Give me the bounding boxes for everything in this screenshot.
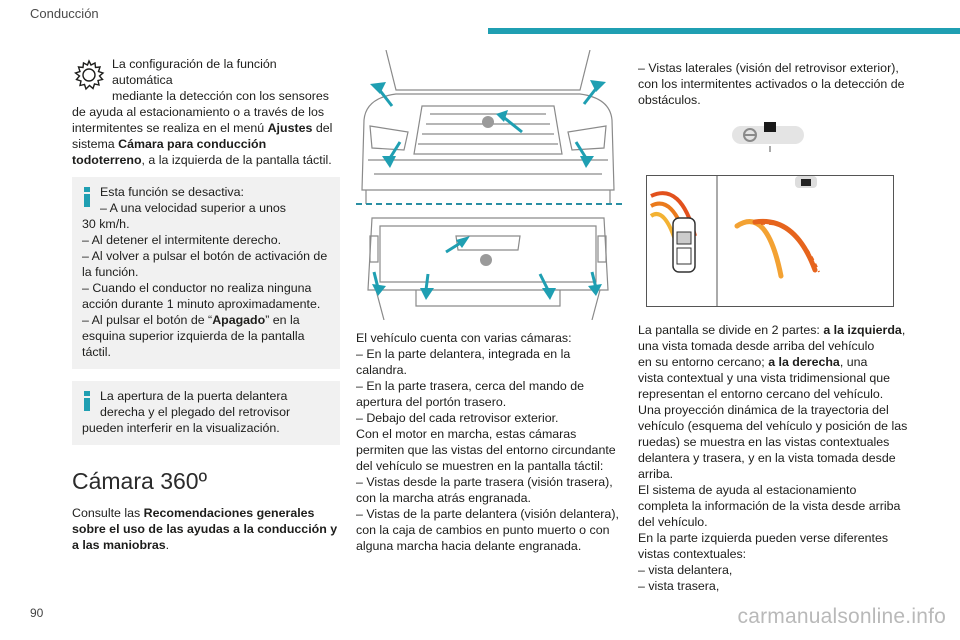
text-line: – Al detener el intermitente derecho.	[82, 233, 282, 247]
reference-bold: sobre el uso de las ayudas a la conducción y	[72, 522, 338, 536]
text-line: – Al pulsar el botón de “	[82, 313, 213, 327]
reference-bold: a las maniobras	[72, 538, 166, 552]
text-line: ruedas) se muestra en las vistas contextuales	[638, 435, 890, 449]
column-right	[638, 60, 908, 108]
system-name-bold: todoterreno	[72, 153, 142, 167]
watermark: carmanualsonline.info	[737, 605, 946, 628]
text-line: En la parte izquierda pueden verse diferentes	[638, 531, 889, 545]
text-line: – Vistas laterales (visión del retrovisor exterior),	[638, 61, 899, 75]
text-line: , una	[839, 355, 868, 369]
info-box-deactivation	[72, 177, 340, 369]
text-line: vista contextual y una vista tridimensional que	[638, 371, 891, 385]
emphasis-bold: a la derecha	[768, 355, 840, 369]
text-line: calandra.	[356, 363, 407, 377]
text-line: acción durante 1 minuto aproximadamente.	[82, 297, 321, 311]
camera-display-illustration	[646, 175, 894, 307]
text-line: apertura del portón trasero.	[356, 395, 507, 409]
column-left	[72, 56, 340, 553]
column-middle	[356, 330, 620, 554]
text-line: con la marcha atrás engranada.	[356, 491, 531, 505]
text-line: vistas contextuales:	[638, 547, 747, 561]
gear-icon	[72, 58, 106, 92]
page-number: 90	[30, 606, 44, 620]
text-line: Consulte las	[72, 506, 144, 520]
text-line: del vehículo se muestren en la pantalla táctil:	[356, 459, 604, 473]
page-header-title: Conducción	[30, 6, 99, 21]
text-line: – vista trasera,	[638, 579, 720, 593]
text-line: Una proyección dinámica de la trayectoria del	[638, 403, 889, 417]
text-line: ” en la	[265, 313, 300, 327]
text-line: – Vistas desde la parte trasera (visión trasera),	[356, 475, 613, 489]
system-name-bold: Cámara para conducción	[118, 137, 267, 151]
text-line: .	[165, 538, 170, 552]
menu-name-bold: Ajustes	[267, 121, 313, 135]
text-line: de ayuda al estacionamiento o a través de los	[72, 105, 325, 119]
button-name-bold: Apagado	[212, 313, 266, 327]
text-line: – Debajo del cada retrovisor exterior.	[356, 411, 559, 425]
text-line: una vista tomada desde arriba del vehículo	[638, 339, 875, 353]
text-line: – vista delantera,	[638, 563, 733, 577]
text-line: intermitentes se realiza en el menú	[72, 121, 268, 135]
text-line: táctil.	[82, 345, 111, 359]
text-line: arriba.	[638, 467, 674, 481]
text-line: El sistema de ayuda al estacionamiento	[638, 483, 857, 497]
text-line: 30 km/h.	[82, 217, 130, 231]
text-line: alguna marcha hacia delante engranada.	[356, 539, 582, 553]
text-line: ,	[901, 323, 906, 337]
section-divider	[356, 203, 622, 205]
info-icon	[84, 391, 90, 411]
text-line: del vehículo.	[638, 515, 708, 529]
text-line: Esta función se desactiva:	[100, 185, 244, 199]
text-line: obstáculos.	[638, 93, 701, 107]
section-title: Cámara 360º	[72, 468, 207, 494]
text-line: La configuración de la función automática	[112, 57, 277, 87]
text-line: derecha y el plegado del retrovisor	[100, 405, 291, 419]
text-line: – Al volver a pulsar el botón de activación de	[82, 249, 328, 263]
text-line: – En la parte trasera, cerca del mando de	[356, 379, 584, 393]
text-line: El vehículo cuenta con varias cámaras:	[356, 331, 572, 345]
header-accent-bar	[488, 28, 960, 34]
column-right-body	[638, 322, 908, 594]
text-line: , a la izquierda de la pantalla táctil.	[141, 153, 332, 167]
text-line: sistema	[72, 137, 119, 151]
settings-paragraph	[72, 56, 340, 168]
camera-locations-illustration	[356, 50, 620, 320]
text-line: – Cuando el conductor no realiza ninguna	[82, 281, 312, 295]
text-line: – Vistas de la parte delantera (visión delantera),	[356, 507, 619, 521]
text-line: representan el entorno cercano del vehículo.	[638, 387, 884, 401]
text-line: permiten que las vistas del entorno circundante	[356, 443, 616, 457]
text-line: del	[312, 121, 333, 135]
text-line: La pantalla se divide en 2 partes:	[638, 323, 824, 337]
rearview-mirror-icon	[730, 120, 806, 156]
text-line: en su entorno cercano;	[638, 355, 769, 369]
text-line: Con el motor en marcha, estas cámaras	[356, 427, 577, 441]
text-line: mediante la detección con los sensores	[112, 89, 329, 103]
emphasis-bold: a la izquierda	[823, 323, 902, 337]
text-line: la función.	[82, 265, 139, 279]
text-line: pueden interferir en la visualización.	[82, 421, 280, 435]
text-line: vehículo (esquema del vehículo y posición de las	[638, 419, 908, 433]
text-line: delantera y trasera, y en la vista tomada desde	[638, 451, 896, 465]
text-line: esquina superior izquierda de la pantalla	[82, 329, 305, 343]
reference-bold: Recomendaciones generales	[143, 506, 315, 520]
text-line: con los intermitentes activados o la detección de	[638, 77, 905, 91]
text-line: – En la parte delantera, integrada en la	[356, 347, 571, 361]
text-line: – A una velocidad superior a unos	[100, 201, 286, 215]
info-box-door	[72, 381, 340, 445]
info-icon	[84, 187, 90, 207]
text-line: completa la información de la vista desde arriba	[638, 499, 901, 513]
text-line: con la caja de cambios en punto muerto o con	[356, 523, 610, 537]
text-line: La apertura de la puerta delantera	[100, 389, 288, 403]
